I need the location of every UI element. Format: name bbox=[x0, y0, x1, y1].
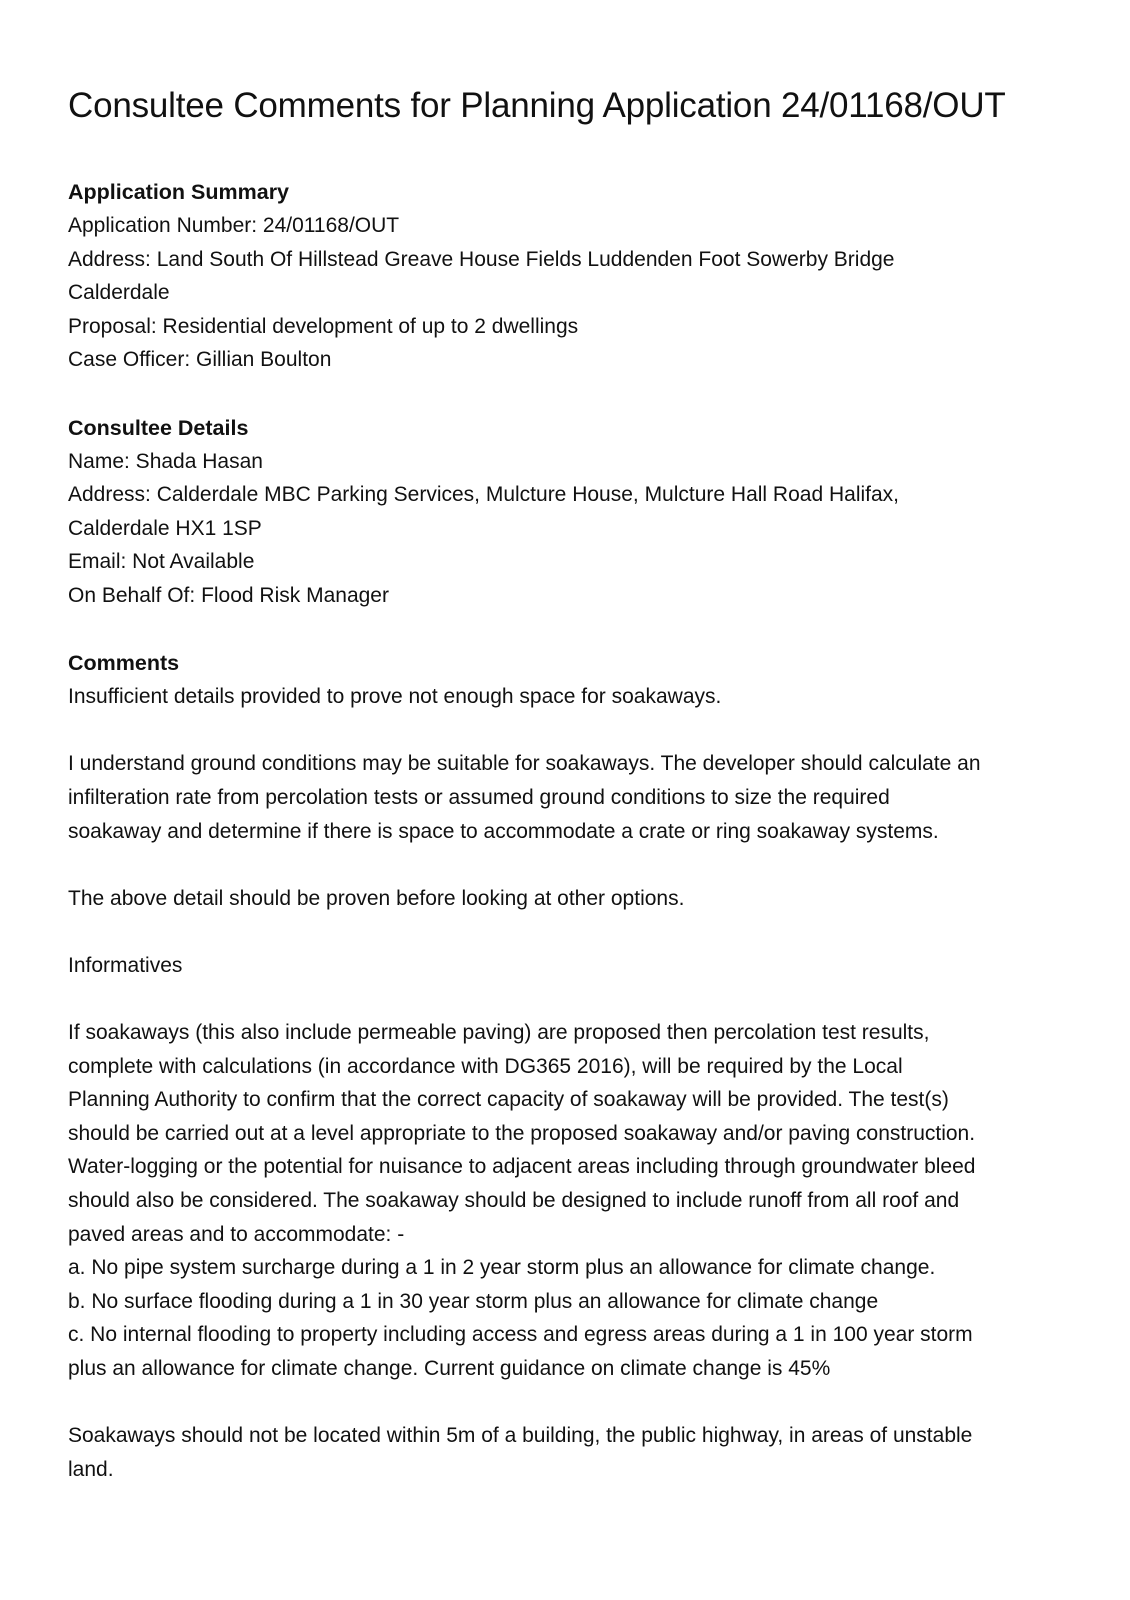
case-officer: Case Officer: Gillian Boulton bbox=[68, 348, 332, 372]
consultee-on-behalf-of: On Behalf Of: Flood Risk Manager bbox=[68, 583, 389, 607]
application-summary-heading: Application Summary bbox=[68, 180, 290, 204]
comment-paragraph-3: The above detail should be proven before looking at other options. bbox=[68, 886, 685, 910]
comment-paragraph-2-line-2: infilteration rate from percolation tests or assumed ground conditions to size the required bbox=[68, 785, 890, 809]
page-title: Consultee Comments for Planning Application 24/01168/OUT bbox=[68, 86, 1006, 125]
consultee-name: Name: Shada Hasan bbox=[68, 449, 263, 473]
consultee-details-section bbox=[68, 411, 1068, 613]
application-number: Application Number: 24/01168/OUT bbox=[68, 214, 400, 237]
document-page bbox=[68, 82, 1068, 1486]
consultee-address-cont: Calderdale HX1 1SP bbox=[68, 516, 262, 540]
list-item-b: b. No surface flooding during a 1 in 30 year storm plus an allowance for climate change bbox=[68, 1289, 879, 1313]
comment-paragraph-5-line-1: If soakaways (this also include permeable paving) are proposed then percolation test results, bbox=[68, 1021, 930, 1045]
comment-paragraph-5-line-5: Water-logging or the potential for nuisance to adjacent areas including through groundwater bleed bbox=[68, 1155, 976, 1179]
comment-paragraph-1: Insufficient details provided to prove not enough space for soakaways. bbox=[68, 685, 722, 709]
consultee-address: Address: Calderdale MBC Parking Services, Mulcture House, Mulcture Hall Road Halifax, bbox=[68, 483, 899, 507]
application-summary-section bbox=[68, 175, 1068, 377]
application-proposal: Proposal: Residential development of up to 2 dwellings bbox=[68, 314, 579, 338]
comment-paragraph-6-line-2: land. bbox=[68, 1457, 114, 1481]
comments-heading: Comments bbox=[68, 651, 180, 676]
list-item-c: c. No internal flooding to property including access and egress areas during a 1 in 100 year storm bbox=[68, 1323, 973, 1347]
comment-paragraph-5-line-6: should also be considered. The soakaway should be designed to include runoff from all roof and bbox=[68, 1189, 960, 1213]
comment-paragraph-2-line-1: I understand ground conditions may be suitable for soakaways. The developer should calculate an bbox=[68, 752, 981, 776]
application-address: Address: Land South Of Hillstead Greave House Fields Luddenden Foot Sowerby Bridge bbox=[68, 247, 895, 271]
comment-paragraph-5-line-7: paved areas and to accommodate: - bbox=[68, 1222, 405, 1246]
comment-paragraph-6-line-1: Soakaways should not be located within 5m of a building, the public highway, in areas of unstable bbox=[68, 1424, 973, 1448]
comment-paragraph-5-line-2: complete with calculations (in accordance with DG365 2016), will be required by the Local bbox=[68, 1054, 903, 1078]
consultee-email: Email: Not Available bbox=[68, 550, 255, 574]
comment-paragraph-5-line-3: Planning Authority to confirm that the correct capacity of soakaway will be provided. The test(s) bbox=[68, 1088, 949, 1112]
comment-paragraph-2-line-3: soakaway and determine if there is space to accommodate a crate or ring soakaway systems. bbox=[68, 819, 939, 843]
informatives-label: Informatives bbox=[68, 953, 183, 977]
list-item-c-cont: plus an allowance for climate change. Current guidance on climate change is 45% bbox=[68, 1357, 831, 1380]
application-address-cont: Calderdale bbox=[68, 281, 170, 305]
consultee-details-heading: Consultee Details bbox=[68, 415, 249, 440]
comments-section bbox=[68, 646, 1068, 1486]
comment-paragraph-5-line-4: should be carried out at a level appropriate to the proposed soakaway and/or paving construction. bbox=[68, 1121, 976, 1145]
list-item-a: a. No pipe system surcharge during a 1 in 2 year storm plus an allowance for climate change. bbox=[68, 1256, 936, 1280]
